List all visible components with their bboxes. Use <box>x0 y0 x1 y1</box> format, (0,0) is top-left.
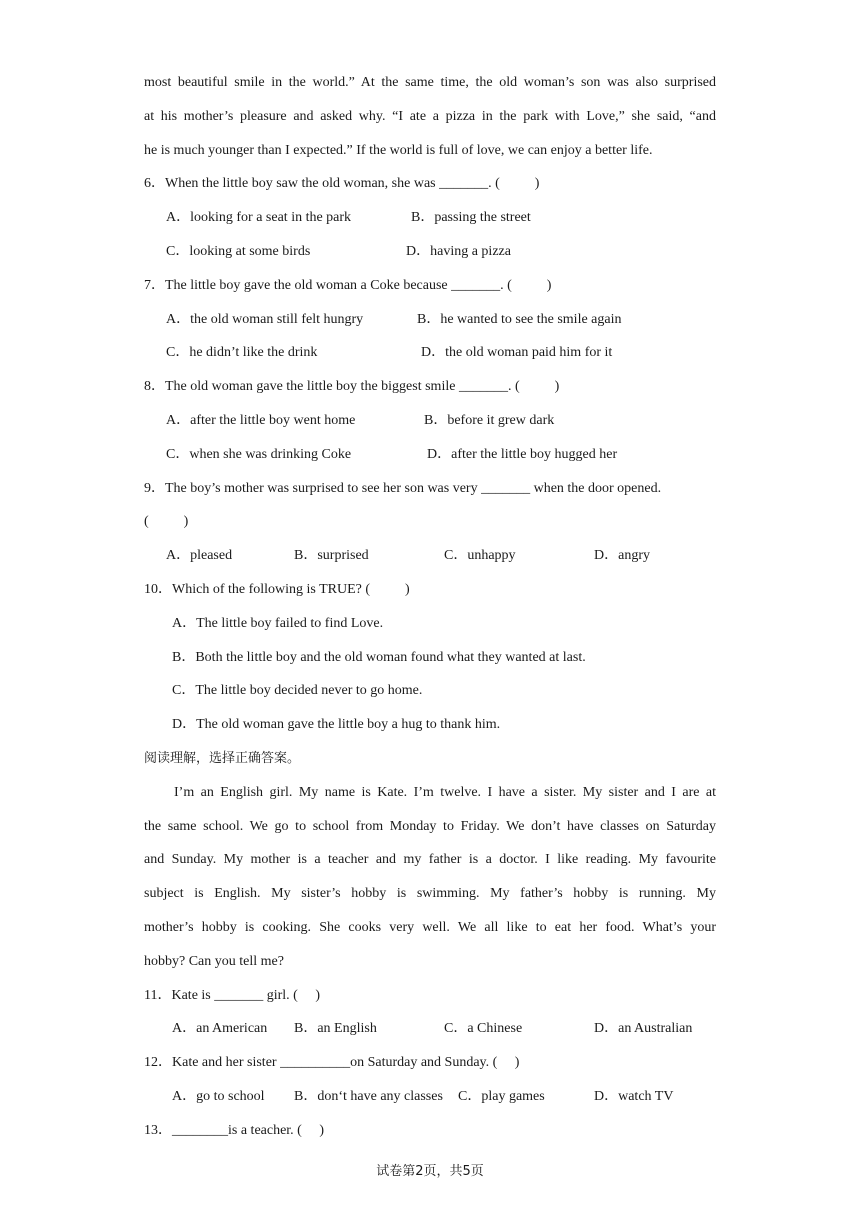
q10-option-b: B．Both the little boy and the old woman found what they wanted at last. <box>172 650 586 665</box>
question-11-stem: 11．Kate is _______ girl. ( ) <box>144 988 321 1003</box>
q10-option-d: D．The old woman gave the little boy a hug to thank him. <box>172 717 501 732</box>
page-footer: 试卷第2页，共5页 <box>376 1164 484 1179</box>
question-9-answer-bracket: ( ) <box>144 514 189 529</box>
passage-line: mother’s hobby is cooking. She cooks very well. We all like to eat her food. What’s your <box>144 920 716 935</box>
q7-option-b: B．he wanted to see the smile again <box>417 312 622 327</box>
passage-line: hobby? Can you tell me? <box>144 954 284 969</box>
q12-option-a: A．go to school <box>172 1089 265 1104</box>
q11-option-c: C．a Chinese <box>444 1021 523 1036</box>
q6-option-b: B．passing the street <box>411 210 531 225</box>
question-12-stem: 12．Kate and her sister __________on Saturday and Sunday. ( ) <box>144 1055 520 1070</box>
q10-option-a: A．The little boy failed to find Love. <box>172 616 384 631</box>
passage-line: most beautiful smile in the world.” At the same time, the old woman’s son was also surprised <box>144 75 716 90</box>
q11-option-a: A．an American <box>172 1021 268 1036</box>
q7-option-d: D．the old woman paid him for it <box>421 345 613 360</box>
question-7-stem: 7．The little boy gave the old woman a Coke because _______. ( ) <box>144 278 552 293</box>
question-10-stem: 10．Which of the following is TRUE? ( ) <box>144 582 410 597</box>
passage-line: he is much younger than I expected.” If the world is full of love, we can enjoy a better life. <box>144 143 653 158</box>
q8-option-b: B．before it grew dark <box>424 413 555 428</box>
question-8-stem: 8．The old woman gave the little boy the biggest smile _______. ( ) <box>144 379 560 394</box>
q7-option-c: C．he didn’t like the drink <box>166 345 318 360</box>
q6-option-d: D．having a pizza <box>406 244 511 259</box>
q10-option-c: C．The little boy decided never to go home. <box>172 683 423 698</box>
q12-option-c: C．play games <box>458 1089 545 1104</box>
passage-line: I’m an English girl. My name is Kate. I’m twelve. I have a sister. My sister and I are at <box>174 785 716 800</box>
question-9-stem: 9．The boy’s mother was surprised to see her son was very _______ when the door opened. <box>144 481 662 496</box>
q8-option-a: A．after the little boy went home <box>166 413 356 428</box>
q12-option-d: D．watch TV <box>594 1089 674 1104</box>
q6-option-a: A．looking for a seat in the park <box>166 210 352 225</box>
q11-option-b: B．an English <box>294 1021 377 1036</box>
q8-option-c: C．when she was drinking Coke <box>166 447 352 462</box>
passage-line: at his mother’s pleasure and asked why. “I ate a pizza in the park with Love,” she said, “and <box>144 109 716 124</box>
q7-option-a: A．the old woman still felt hungry <box>166 312 364 327</box>
passage-line: the same school. We go to school from Monday to Friday. We don’t have classes on Saturday <box>144 819 716 834</box>
section-title: 阅读理解，选择正确答案。 <box>144 751 301 766</box>
q6-option-c: C．looking at some birds <box>166 244 311 259</box>
q9-option-d: D．angry <box>594 548 650 563</box>
passage-line: and Sunday. My mother is a teacher and my father is a doctor. I like reading. My favourite <box>144 852 716 867</box>
q8-option-d: D．after the little boy hugged her <box>427 447 618 462</box>
passage-line: subject is English. My sister’s hobby is swimming. My father’s hobby is running. My <box>144 886 716 901</box>
q9-option-a: A．pleased <box>166 548 233 563</box>
q12-option-b: B．don‘t have any classes <box>294 1089 443 1104</box>
question-13-stem: 13．________is a teacher. ( ) <box>144 1123 325 1138</box>
q9-option-c: C．unhappy <box>444 548 516 563</box>
q9-option-b: B．surprised <box>294 548 369 563</box>
question-6-stem: 6．When the little boy saw the old woman, she was _______. ( ) <box>144 176 540 191</box>
q11-option-d: D．an Australian <box>594 1021 693 1036</box>
